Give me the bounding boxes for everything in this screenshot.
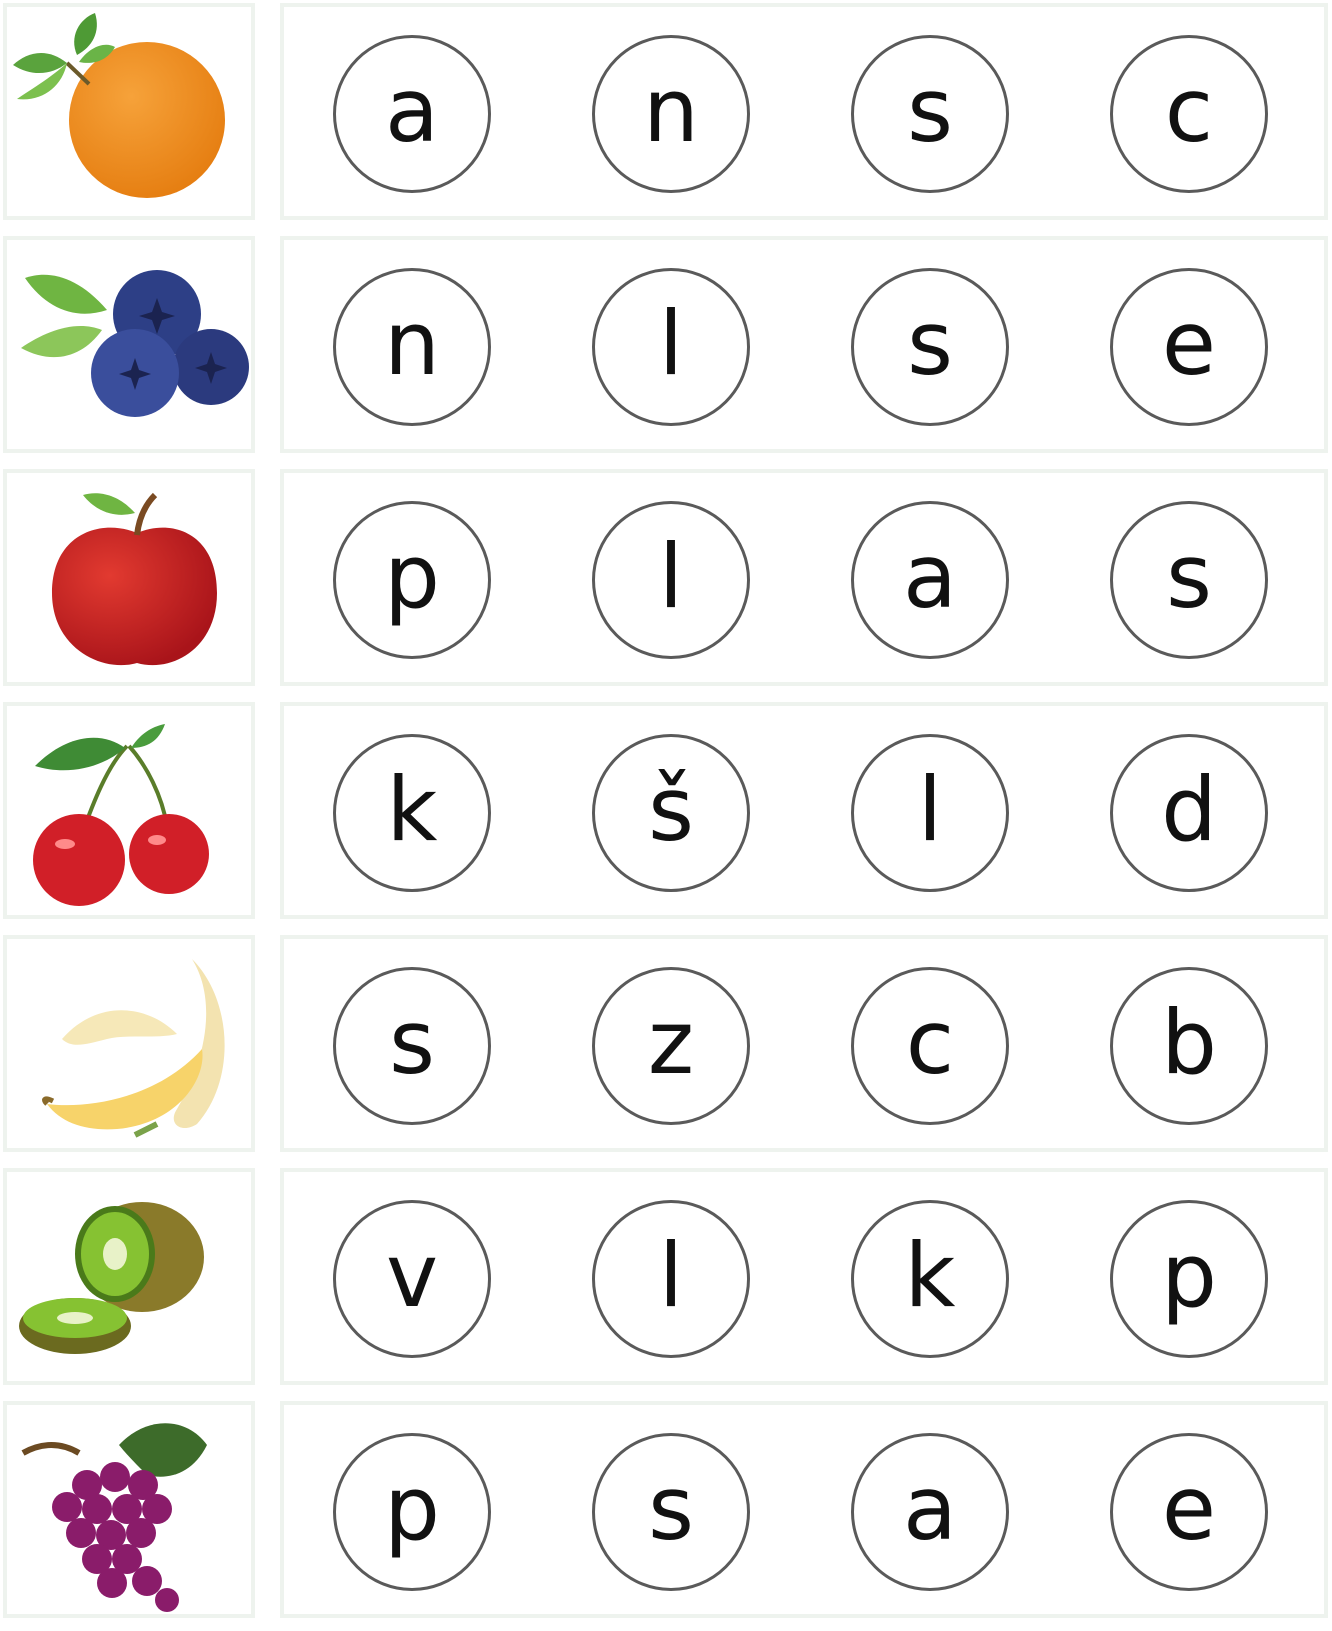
letter-choices	[280, 469, 1328, 686]
fruit-row-grape	[0, 1398, 1332, 1628]
letter: a	[903, 525, 957, 628]
fruit-picture-box	[3, 702, 255, 919]
letter-choices	[280, 935, 1328, 1152]
letter-circle[interactable]	[333, 967, 491, 1125]
letter: s	[907, 292, 953, 395]
fruit-picture-box	[3, 236, 255, 453]
fruit-row-orange	[0, 0, 1332, 230]
fruit-row-kiwi	[0, 1165, 1332, 1395]
letter-circle[interactable]	[333, 35, 491, 193]
letter: e	[1161, 292, 1217, 395]
letter: n	[384, 292, 440, 395]
letter-circle[interactable]	[1110, 35, 1268, 193]
fruit-picture-box	[3, 469, 255, 686]
letter-choices	[280, 236, 1328, 453]
letter: s	[389, 991, 435, 1094]
letter: b	[1161, 991, 1217, 1094]
letter-circle[interactable]	[592, 35, 750, 193]
letter: c	[905, 991, 955, 1094]
letter-circle[interactable]	[1110, 501, 1268, 659]
banana-icon	[7, 939, 251, 1148]
fruit-row-banana	[0, 932, 1332, 1162]
fruit-picture-box	[3, 3, 255, 220]
letter: a	[385, 59, 439, 162]
fruit-picture-box	[3, 1168, 255, 1385]
letter-choices	[280, 1401, 1328, 1618]
letter: d	[1161, 758, 1217, 861]
letter-circle[interactable]	[333, 734, 491, 892]
letter: v	[385, 1224, 439, 1327]
apple-icon	[7, 473, 251, 682]
grape-icon	[7, 1405, 251, 1614]
letter-circle[interactable]	[851, 268, 1009, 426]
letter-choices	[280, 1168, 1328, 1385]
letter-circle[interactable]	[851, 1433, 1009, 1591]
letter: l	[658, 292, 684, 395]
cherry-icon	[7, 706, 251, 915]
letter: s	[907, 59, 953, 162]
letter-circle[interactable]	[592, 268, 750, 426]
letter: s	[1166, 525, 1212, 628]
blueberry-icon	[7, 240, 251, 449]
letter-circle[interactable]	[1110, 268, 1268, 426]
letter-circle[interactable]	[333, 268, 491, 426]
letter: p	[384, 1457, 440, 1560]
fruit-row-cherry	[0, 699, 1332, 929]
letter-circle[interactable]	[592, 734, 750, 892]
letter: p	[1161, 1224, 1217, 1327]
letter-circle[interactable]	[851, 501, 1009, 659]
letter: š	[648, 758, 694, 861]
letter-circle[interactable]	[851, 35, 1009, 193]
letter-circle[interactable]	[333, 1200, 491, 1358]
letter: z	[647, 991, 695, 1094]
letter: k	[904, 1224, 956, 1327]
kiwi-icon	[7, 1172, 251, 1381]
orange-icon	[7, 7, 251, 216]
letter-circle[interactable]	[851, 734, 1009, 892]
letter-circle[interactable]	[333, 501, 491, 659]
letter: n	[643, 59, 699, 162]
letter-circle[interactable]	[1110, 967, 1268, 1125]
letter-choices	[280, 702, 1328, 919]
letter-circle[interactable]	[592, 1200, 750, 1358]
letter: l	[658, 1224, 684, 1327]
letter-circle[interactable]	[851, 967, 1009, 1125]
letter: a	[903, 1457, 957, 1560]
letter: l	[917, 758, 943, 861]
fruit-row-apple	[0, 466, 1332, 696]
letter: c	[1164, 59, 1214, 162]
letter: e	[1161, 1457, 1217, 1560]
letter: k	[386, 758, 438, 861]
letter-circle[interactable]	[333, 1433, 491, 1591]
letter-circle[interactable]	[592, 501, 750, 659]
letter-circle[interactable]	[1110, 734, 1268, 892]
letter-circle[interactable]	[1110, 1433, 1268, 1591]
letter-circle[interactable]	[592, 967, 750, 1125]
letter: s	[648, 1457, 694, 1560]
letter: p	[384, 525, 440, 628]
letter-choices	[280, 3, 1328, 220]
fruit-row-blueberry	[0, 233, 1332, 463]
fruit-picture-box	[3, 1401, 255, 1618]
letter-circle[interactable]	[592, 1433, 750, 1591]
fruit-picture-box	[3, 935, 255, 1152]
letter-circle[interactable]	[1110, 1200, 1268, 1358]
letter: l	[658, 525, 684, 628]
letter-circle[interactable]	[851, 1200, 1009, 1358]
